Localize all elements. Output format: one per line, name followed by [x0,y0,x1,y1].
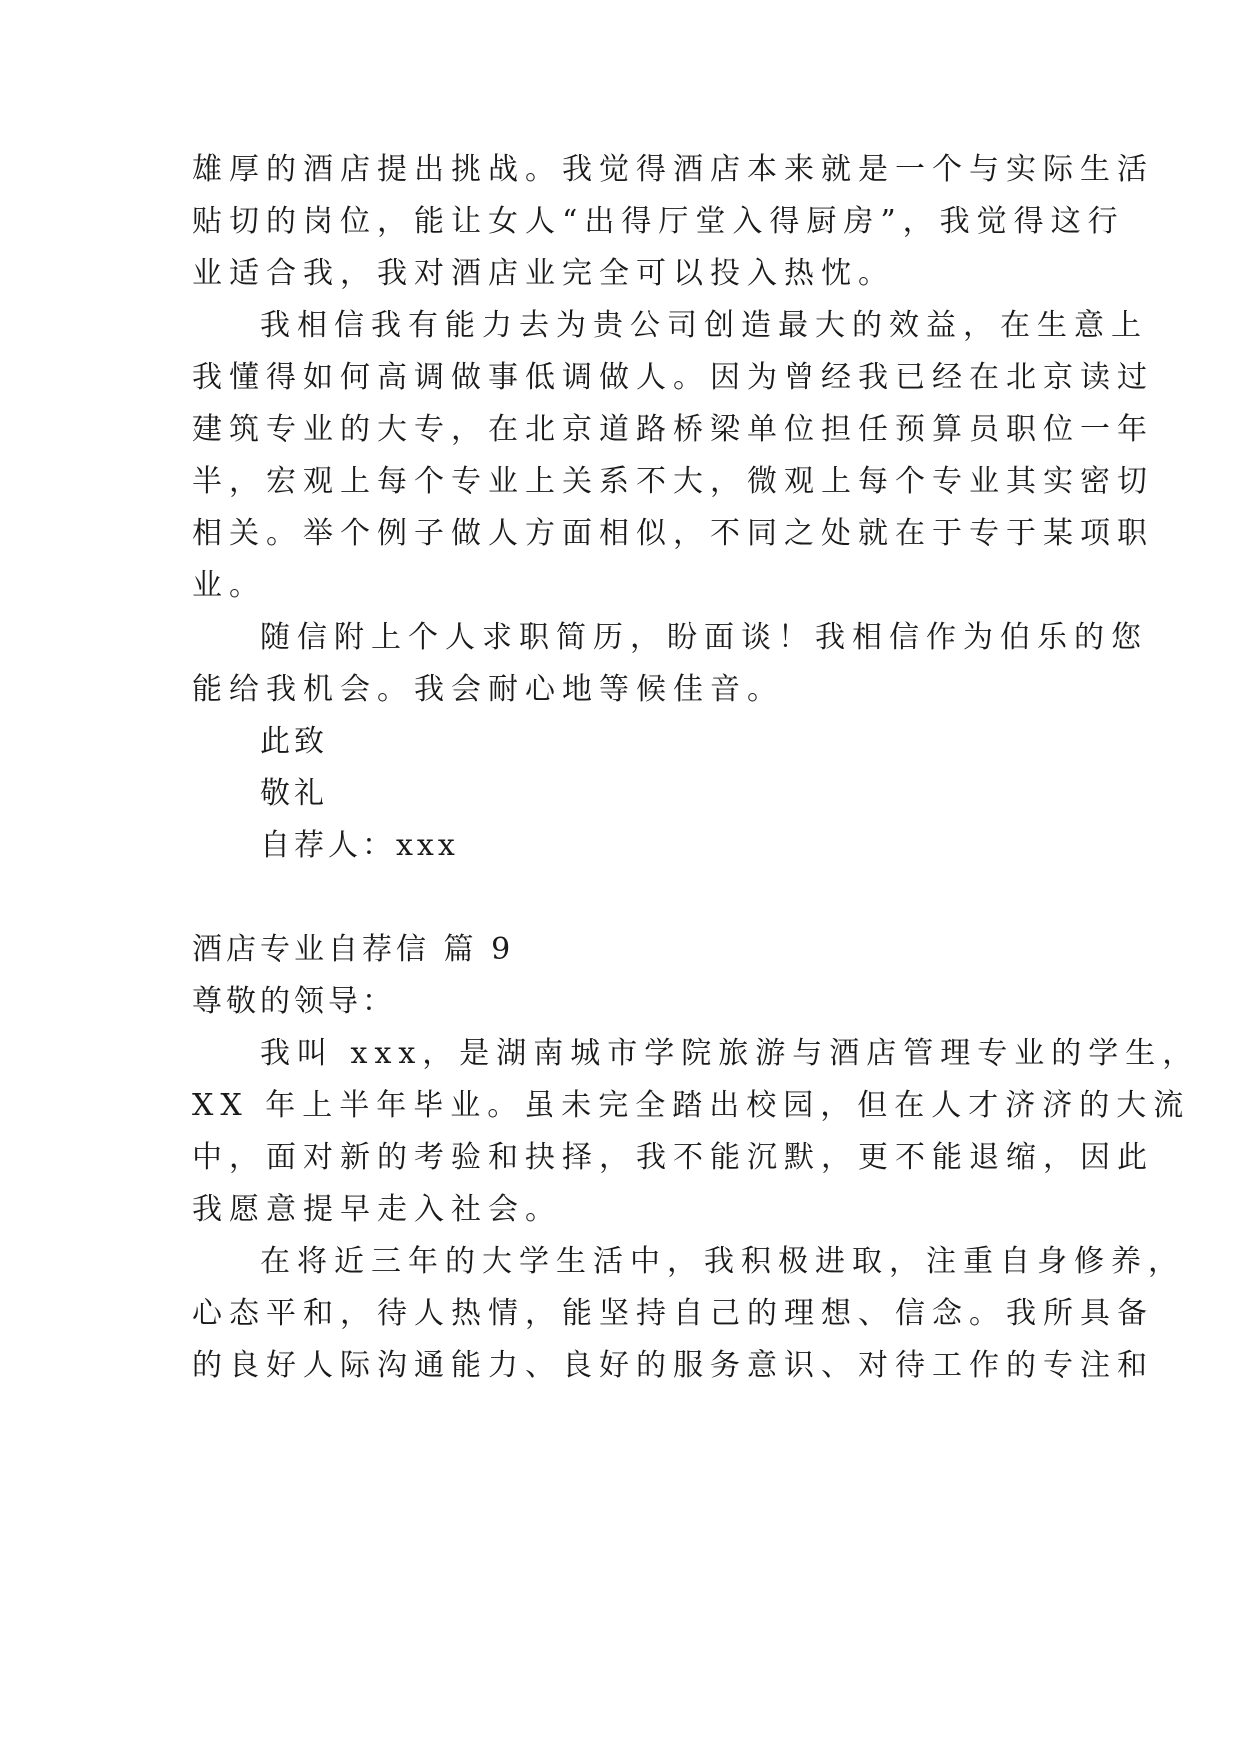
body-line: 我叫 xxx，是湖南城市学院旅游与酒店管理专业的学生， [260,1036,1200,1071]
body-line: 我相信我有能力去为贵公司创造最大的效益，在生意上 [260,308,1148,343]
signature-line: 自荐人：xxx [260,828,459,863]
body-line: 的良好人际沟通能力、良好的服务意识、对待工作的专注和 [192,1348,1154,1383]
body-line: 业。 [192,568,266,603]
body-line: 雄厚的酒店提出挑战。我觉得酒店本来就是一个与实际生活 [192,152,1154,187]
body-line: 能给我机会。我会耐心地等候佳音。 [192,672,784,707]
body-line: 心态平和，待人热情，能坚持自己的理想、信念。我所具备 [192,1296,1154,1331]
letter-greeting: 尊敬的领导： [192,984,396,1019]
closing-salutation: 此致 [260,724,328,759]
closing-regards: 敬礼 [260,776,328,811]
body-line: 建筑专业的大专，在北京道路桥梁单位担任预算员职位一年 [192,412,1154,447]
body-line: 相关。举个例子做人方面相似，不同之处就在于专于某项职 [192,516,1154,551]
section-heading: 酒店专业自荐信 篇 9 [192,932,515,967]
body-line: 随信附上个人求职简历，盼面谈！我相信作为伯乐的您 [260,620,1148,655]
body-line: 贴切的岗位，能让女人“出得厅堂入得厨房”，我觉得这行 [192,204,1125,239]
body-line: XX 年上半年毕业。虽未完全踏出校园，但在人才济济的大流 [192,1088,1191,1123]
body-line: 半，宏观上每个专业上关系不大，微观上每个专业其实密切 [192,464,1154,499]
body-line: 中，面对新的考验和抉择，我不能沉默，更不能退缩，因此 [192,1140,1154,1175]
body-line: 业适合我，我对酒店业完全可以投入热忱。 [192,256,895,291]
body-line: 我愿意提早走入社会。 [192,1192,562,1227]
body-line: 在将近三年的大学生活中，我积极进取，注重自身修养， [260,1244,1185,1279]
body-line: 我懂得如何高调做事低调做人。因为曾经我已经在北京读过 [192,360,1154,395]
